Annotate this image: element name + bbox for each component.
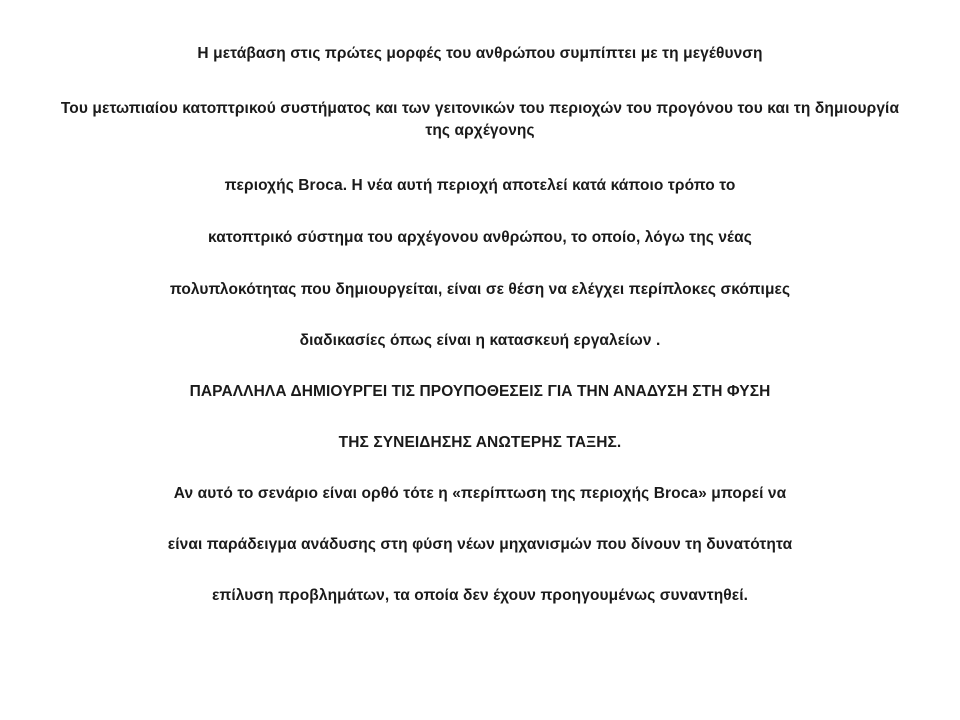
- text-line-8: ΤΗΣ ΣΥΝΕΙΔΗΣΗΣ ΑΝΩΤΕΡΗΣ ΤΑΞΗΣ.: [338, 434, 622, 451]
- text-line-2: Του μετωπιαίου κατοπτρικού συστήματος και των γειτονικών του περιοχών του προγόνου του και τη δημιουργία της αρχέγονης: [60, 100, 900, 139]
- text-line-11: επίλυση προβλημάτων, τα οποία δεν έχουν προηγουμένως συναντηθεί.: [211, 587, 749, 604]
- text-line-1: Η μετάβαση στις πρώτες μορφές του ανθρώπου συμπίπτει με τη μεγέθυνση: [197, 45, 763, 62]
- text-line-4: κατοπτρικό σύστημα του αρχέγονου ανθρώπου, το οποίο, λόγω της νέας: [208, 229, 752, 246]
- text-line-9: Αν αυτό το σενάριο είναι ορθό τότε η «περίπτωση της περιοχής Broca» μπορεί να: [173, 485, 787, 502]
- text-line-7: ΠΑΡΑΛΛΗΛΑ ΔΗΜΙΟΥΡΓΕΙ ΤΙΣ ΠΡΟΥΠΟΘΕΣΕΙΣ ΓΙΑ ΤΗΝ ΑΝΑΔΥΣΗ ΣΤΗ ΦΥΣΗ: [189, 383, 771, 400]
- text-line-10: είναι παράδειγμα ανάδυσης στη φύση νέων μηχανισμών που δίνουν τη δυνατότητα: [167, 536, 793, 553]
- text-line-6: διαδικασίες όπως είναι η κατασκευή εργαλείων .: [299, 332, 661, 349]
- text-line-5: πολυπλοκότητας που δημιουργείται, είναι σε θέση να ελέγχει περίπλοκες σκόπιμες: [169, 281, 791, 298]
- text-line-3: περιοχής Broca. Η νέα αυτή περιοχή αποτελεί κατά κάποιο τρόπο το: [224, 177, 736, 194]
